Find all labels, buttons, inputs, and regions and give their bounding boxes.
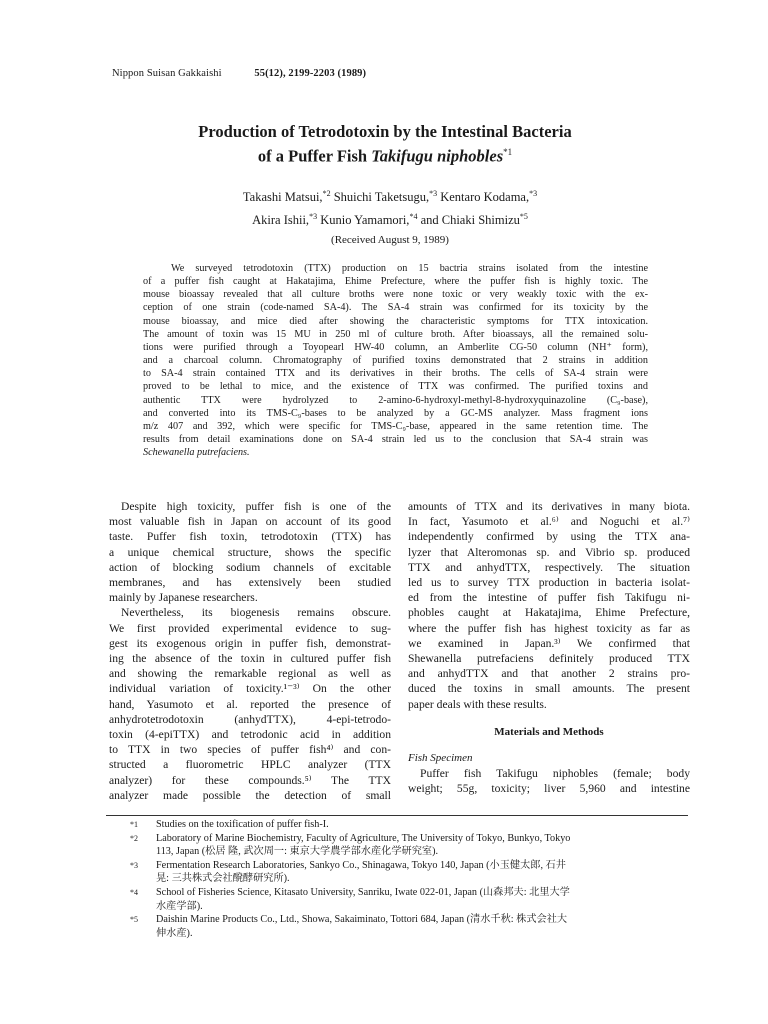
footnotes [130, 818, 690, 940]
body-line: ing the absence of the toxin in cultured puffer fish [109, 652, 391, 666]
body-line: led us to survey TTX production in bacteria isolat- [408, 576, 690, 590]
body-line: Puffer fish Takifugu niphobles (female; body [420, 767, 690, 781]
author-name: Takashi Matsui, [242, 190, 323, 205]
footnote [130, 859, 690, 886]
body-line: and showing the remarkable regional as well as [109, 667, 391, 681]
body-line: we examined in Japan.³⁾ We confirmed that [408, 636, 690, 650]
abstract-line: and a charcoal column. Chromatography of purified toxins demonstrated that 2 strains in addition [143, 355, 648, 367]
abstract-last-line: Schewanella putrefaciens. [143, 447, 250, 459]
body-line: Shewanella putrefaciens definitely produced TTX [408, 652, 690, 666]
abstract-line: The amount of toxin was 15 MU in 250 ml of culture broth. After bioassays, all the remained solu- [143, 328, 648, 340]
subsection-heading: Fish Specimen [408, 752, 473, 765]
title-line-2-prefix: of a Puffer Fish [257, 146, 372, 166]
footnote-text: Fermentation Research Laboratories, Sankyo Co., Shinagawa, Tokyo 140, Japan (小玉健太郎, 石井 [156, 859, 566, 871]
body-line: structed a fluorometric HPLC analyzer (TTX [109, 758, 391, 772]
author-line-1 [120, 184, 660, 207]
body-line: Nevertheless, its biogenesis remains obscure. [121, 606, 391, 620]
abstract [143, 262, 648, 459]
footnote-text: 113, Japan (松居 隆, 武次周一: 東京大学農学部水産化学研究室). [156, 846, 439, 858]
body-column-left [109, 499, 391, 803]
body-line: anhydrotetrodotoxin (anhydTTX), 4-epi-tetrodo- [109, 712, 391, 726]
section-heading: Materials and Methods [494, 725, 604, 738]
author-name: Kentaro Kodama, [437, 190, 530, 205]
body-line: analyzer) for these compounds.⁵⁾ The TTX [109, 773, 391, 787]
author-line-2 [120, 207, 660, 230]
abstract-line: results from detail examinations done on SA-4 strain led us to the conclusion that SA-4 strain was [143, 434, 648, 446]
footnote [130, 886, 690, 913]
body-line: taste. Puffer fish toxin, tetrodotoxin (TTX) has [109, 530, 391, 544]
body-line: amounts of TTX and its derivatives in many biota. [408, 500, 690, 513]
body-line: duced the toxins in small amounts. The present [408, 682, 690, 696]
body-line: individual variation of toxicity.¹⁻³⁾ On the other [109, 682, 391, 696]
footnote [130, 832, 690, 859]
abstract-line: We surveyed tetrodotoxin (TTX) production on 15 bactria strains isolated from the intestine [171, 263, 648, 274]
body-line: mainly by Japanese researchers. [109, 591, 258, 605]
author-mark: *3 [429, 189, 438, 198]
author-name: Kunio Yamamori, [317, 213, 410, 228]
body-line: analyzer made possible the detection of small [109, 788, 391, 802]
footnote [130, 913, 690, 940]
abstract-line: mouse bioassay revealed that all culture broths were none toxic or very weakly toxic with the ex- [143, 289, 648, 301]
received-date: (Received August 9, 1989) [331, 234, 449, 247]
abstract-line: of a puffer fish caught at Hakatajima, Ehime Prefecture, where the puffer fish is highly toxic. The [143, 276, 648, 288]
journal-name: Nippon Suisan Gakkaishi [112, 68, 222, 79]
abstract-line: mouse bioassay, and mice died after showing the characteristic symptoms for TTX intoxication. [143, 315, 648, 327]
body-line: gest its exogenous origin in puffer fish, demonstrat- [109, 636, 391, 650]
footnote [130, 818, 690, 832]
abstract-line: tions were purified through a Toyopearl HW-40 column, an Amberlite CG-50 column (NH⁺ form), [143, 341, 648, 353]
body-line: a unique chemical structure, shows the specific [109, 545, 391, 559]
author-mark: *3 [529, 189, 538, 198]
footnote-mark: *3 [130, 860, 138, 870]
author-mark: *5 [519, 212, 528, 222]
paper-title [90, 122, 680, 167]
body-line: phobles caught at Hakatajima, Ehime Prefecture, [408, 606, 690, 620]
journal-header [112, 68, 366, 79]
body-line: In fact, Yasumoto et al.⁶⁾ and Noguchi et al.⁷⁾ [408, 515, 690, 529]
abstract-line: m/z 407 and 392, which were specific for TMS-C₉-base, appeared in the same retention time. The [143, 420, 648, 432]
body-line: most valuable fish in Japan on account of its good [109, 515, 391, 529]
footnote-text: Daishin Marine Products Co., Ltd., Showa, Sakaiminato, Tottori 684, Japan (清水千秋: 株式会社大 [156, 914, 568, 926]
footnote-text: 晃: 三共株式会社醗酵研究所). [156, 873, 290, 885]
body-line: toxin (4-epiTTX) and tetrodonic acid in addition [109, 728, 391, 742]
body-line: hand, Yasumoto et al. reported the presence of [109, 697, 391, 711]
footnote-mark: *1 [130, 820, 138, 829]
abstract-line: proved to be lethal to mice, and the existence of TTX was confirmed. The purified toxins and [143, 381, 648, 393]
abstract-line: and converted into its TMS-C₉-bases to be analyzed by a GC-MS analyzer. Mass fragment ions [143, 407, 648, 419]
title-block [90, 122, 680, 167]
footnote-text: 伸水産). [156, 927, 193, 939]
title-species: Takifugu niphobles [371, 146, 504, 166]
footnote-text: Laboratory of Marine Biochemistry, Faculty of Agriculture, The University of Tokyo, Bunkyo, Tokyo [156, 832, 571, 844]
footnote-text: School of Fisheries Science, Kitasato University, Sanriku, Iwate 022-01, Japan (山森邦夫: 北里大学 [156, 886, 570, 898]
body-line: weight; 55g, toxicity; liver 5,960 and intestine [408, 782, 690, 796]
body-column-right [408, 499, 690, 797]
body-line: TTX and anhydTTX, respectively. The situation [408, 560, 690, 574]
body-line: ed from the intestine of puffer fish Takifugu ni- [408, 591, 690, 605]
body-line: where the puffer fish has highest toxicity as far as [408, 621, 690, 635]
body-line: We first provided experimental evidence to sug- [109, 621, 391, 635]
body-line: Despite high toxicity, puffer fish is one of the [121, 500, 391, 513]
footnote-mark: *5 [130, 915, 138, 925]
author-mark: *2 [322, 189, 331, 198]
footnote-text: 水産学部). [156, 900, 203, 912]
body-line: action of blocking sodium channels of excitable [109, 560, 391, 574]
author-mark: *3 [309, 212, 318, 222]
author-name: and Chiaki Shimizu [417, 213, 520, 228]
author-mark: *4 [409, 212, 418, 222]
footnote-text: Studies on the toxification of puffer fish-I. [156, 819, 329, 830]
footnote-mark: *4 [130, 887, 138, 897]
footnote-rule [106, 815, 688, 816]
abstract-line: to SA-4 strain contained TTX and its derivatives in their broths. The cells of SA-4 strain were [143, 368, 648, 380]
body-line: independently confirmed by using the TTX ana- [408, 530, 690, 544]
footnote-mark: *2 [130, 833, 138, 843]
body-line: lyzer that Alteromonas sp. and Vibrio sp. produced [408, 545, 690, 559]
body-line: membranes, and has extensively been studied [109, 576, 391, 590]
body-line: to TTX in two species of puffer fish⁴⁾ and con- [109, 743, 391, 757]
title-footnote-mark: *1 [503, 147, 513, 157]
title-line-1: Production of Tetrodotoxin by the Intestinal Bacteria [198, 122, 572, 141]
abstract-line: ception of one strain (code-named SA-4). The SA-4 strain was confirmed for its toxicity by the [143, 302, 648, 314]
body-line: and anhydTTX and that another 2 strains pro- [408, 667, 690, 681]
abstract-line: authentic TTX were hydrolyzed to 2-amino-6-hydroxyl-methyl-8-hydroxyquinazoline (C₉-base), [143, 394, 648, 406]
author-name: Shuichi Taketsugu, [330, 190, 430, 205]
journal-volume: 55(12), 2199-2203 (1989) [254, 68, 367, 79]
author-name: Akira Ishii, [252, 213, 310, 228]
author-list [120, 184, 660, 250]
body-line: paper deals with these results. [408, 697, 547, 711]
